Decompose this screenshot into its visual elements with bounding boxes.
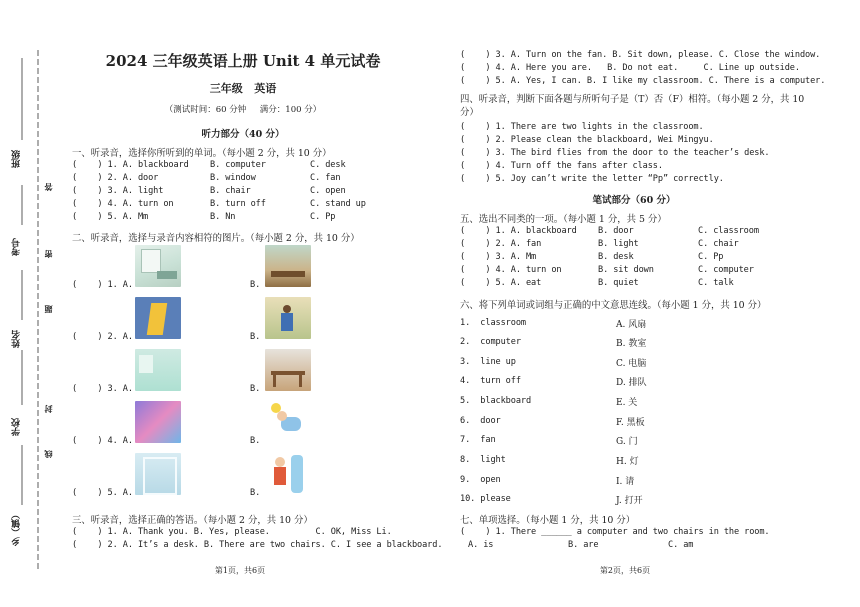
- matching-word: 1. classroom: [460, 318, 526, 328]
- classroom-light-picture: [135, 349, 181, 391]
- list-item-option-b: B. turn off: [210, 199, 266, 209]
- seal-mark-mi: 密: [44, 250, 53, 258]
- list-item: ( ) 3. A. light: [72, 186, 164, 196]
- list-item: ( ) 2. A. door: [72, 173, 159, 183]
- matching-word: 9. open: [460, 475, 501, 485]
- matching-word: 2. computer: [460, 337, 521, 347]
- list-item-option-c: C. talk: [698, 278, 734, 288]
- seal-mark-feng: 封: [44, 405, 53, 413]
- list-item: ( ) 4. A. turn on: [72, 199, 174, 209]
- list-item: ( ) 4. A. Here you are. B. Do not eat. C. Line up outside.: [460, 63, 800, 73]
- list-item-option-b: B.: [250, 280, 261, 290]
- list-item: ( ) 4. A. turn on: [460, 265, 562, 275]
- section-3-heading: 三、听录音，选择正确的答语。（每小题 2 分，共 10 分）: [72, 515, 313, 526]
- section-6-heading: 六、将下列单词或词组与正确的中文意思连线。（每小题 1 分，共 10 分）: [460, 300, 767, 311]
- section-1-heading: 一、听录音，选择你所听到的单词。（每小题 2 分，共 10 分）: [72, 148, 332, 159]
- section-5-heading: 五、选出不同类的一项。（每小题 1 分，共 5 分）: [460, 214, 667, 225]
- list-item: ( ) 1. There are two lights in the classroom.: [460, 122, 704, 132]
- list-item: ( ) 3. A.: [72, 384, 133, 394]
- colorful-room-picture: [135, 401, 181, 443]
- list-item: ( ) 2. A. fan: [460, 239, 542, 249]
- matching-meaning: C. 电脑: [616, 359, 647, 369]
- child-at-door-picture: [265, 297, 311, 339]
- list-item: ( ) 2. Please clean the blackboard, Wei Mingyu.: [460, 135, 714, 145]
- list-item: ( ) 3. The bird flies from the door to the teacher’s desk.: [460, 148, 770, 158]
- list-item-option-c: C. open: [310, 186, 346, 196]
- list-item-option-c: C. computer: [698, 265, 754, 275]
- list-item: ( ) 1. A. Thank you. B. Yes, please. C. OK, Miss Li.: [72, 527, 392, 537]
- list-item: ( ) 1. There ______ a computer and two chairs in the room.: [460, 527, 770, 537]
- list-item: ( ) 5. A. eat: [460, 278, 542, 288]
- page-subtitle: 三年级 英语: [209, 82, 277, 95]
- seal-mark-da: 答: [44, 183, 53, 191]
- list-item-option-c: C. stand up: [310, 199, 366, 209]
- child-with-lamp-picture: [265, 401, 311, 443]
- exam-number-label: 考号: [12, 238, 22, 256]
- list-item: ( ) 3. A. Turn on the fan. B. Sit down, please. C. Close the window.: [460, 50, 821, 60]
- list-item-option-b: B. window: [210, 173, 256, 183]
- list-item-option-c: C. fan: [310, 173, 341, 183]
- school-label: 学校: [12, 418, 22, 436]
- list-item: ( ) 5. A.: [72, 488, 133, 498]
- list-item-option-c: C. desk: [310, 160, 346, 170]
- option-c: C. am: [668, 540, 694, 550]
- list-item: ( ) 4. A.: [72, 436, 133, 446]
- list-item-option-b: B.: [250, 436, 261, 446]
- list-item-option-c: C. classroom: [698, 226, 759, 236]
- matching-meaning: I. 请: [616, 477, 635, 487]
- list-item-option-b: B.: [250, 332, 261, 342]
- option-a: A. is: [468, 540, 494, 550]
- list-item: ( ) 4. Turn off the fans after class.: [460, 161, 663, 171]
- list-item: ( ) 2. A. It’s a desk. B. There are two chairs. C. I see a blackboard.: [72, 540, 443, 550]
- yellow-door-picture: [135, 297, 181, 339]
- list-item: ( ) 1. A. blackboard: [460, 226, 577, 236]
- section-4-heading: 四、听录音，判断下面各题与所听句子是（T）否（F）相符。（每小题 2 分，共 10 分）: [460, 94, 805, 118]
- matching-word: 3. line up: [460, 357, 516, 367]
- list-item: ( ) 1. A.: [72, 280, 133, 290]
- page-title: 2024 三年级英语上册 Unit 4 单元试卷: [105, 52, 381, 70]
- list-item-option-c: C. Pp: [698, 252, 724, 262]
- binding-lines: [0, 0, 60, 607]
- list-item: ( ) 1. A. blackboard: [72, 160, 189, 170]
- page-1-footer: 第1页，共6页: [214, 566, 266, 575]
- seal-mark-ti: 题: [44, 305, 53, 313]
- matching-word: 4. turn off: [460, 376, 521, 386]
- list-item-option-c: C. Pp: [310, 212, 336, 222]
- table-chairs-picture: [265, 349, 311, 391]
- list-item: ( ) 5. A. Yes, I can. B. I like my classroom. C. There is a computer.: [460, 76, 826, 86]
- matching-word: 10. please: [460, 494, 511, 504]
- matching-word: 5. blackboard: [460, 396, 532, 406]
- list-item-option-b: B. quiet: [598, 278, 639, 288]
- matching-meaning: D. 排队: [616, 378, 647, 388]
- list-item: ( ) 5. A. Mm: [72, 212, 149, 222]
- classroom-window-picture: [135, 245, 181, 287]
- matching-meaning: E. 关: [616, 398, 638, 408]
- name-label: 姓名: [12, 330, 22, 348]
- option-b: B. are: [568, 540, 599, 550]
- town-label: 乡（镇）: [12, 510, 22, 546]
- page-2-footer: 第2页，共6页: [599, 566, 651, 575]
- open-window-picture: [135, 453, 181, 495]
- section-7-heading: 七、单项选择。（每小题 1 分，共 10 分）: [460, 515, 636, 526]
- matching-meaning: J. 打开: [616, 496, 643, 506]
- list-item-option-b: B. Nn: [210, 212, 236, 222]
- list-item: ( ) 5. Joy can’t write the letter “Pp” correctly.: [460, 174, 724, 184]
- list-item-option-b: B. computer: [210, 160, 266, 170]
- list-item-option-b: B. light: [598, 239, 639, 249]
- section-2-heading: 二、听录音，选择与录音内容相符的图片。（每小题 2 分，共 10 分）: [72, 233, 360, 244]
- listening-part-title: 听力部分（40 分）: [201, 129, 285, 140]
- list-item-option-b: B.: [250, 488, 261, 498]
- matching-meaning: F. 黑板: [616, 418, 645, 428]
- matching-word: 8. light: [460, 455, 506, 465]
- list-item: ( ) 3. A. Mm: [460, 252, 537, 262]
- time-note: （测试时间：60 分钟 满分：100 分）: [164, 105, 322, 115]
- list-item-option-c: C. chair: [698, 239, 739, 249]
- writing-part-title: 笔试部分（60 分）: [592, 195, 676, 206]
- list-item: ( ) 2. A.: [72, 332, 133, 342]
- boy-with-board-picture: [265, 453, 311, 495]
- matching-meaning: H. 灯: [616, 457, 639, 467]
- matching-word: 6. door: [460, 416, 501, 426]
- seal-mark-xian: 线: [44, 450, 53, 458]
- list-item-option-b: B.: [250, 384, 261, 394]
- matching-word: 7. fan: [460, 435, 496, 445]
- list-item-option-b: B. door: [598, 226, 634, 236]
- list-item-option-b: B. chair: [210, 186, 251, 196]
- list-item-option-b: B. sit down: [598, 265, 654, 275]
- list-item-option-b: B. desk: [598, 252, 634, 262]
- classroom-desks-picture: [265, 245, 311, 287]
- class-label: 班级: [12, 150, 22, 168]
- matching-meaning: A. 风扇: [616, 320, 647, 330]
- matching-meaning: G. 门: [616, 437, 638, 447]
- matching-meaning: B. 教室: [616, 339, 647, 349]
